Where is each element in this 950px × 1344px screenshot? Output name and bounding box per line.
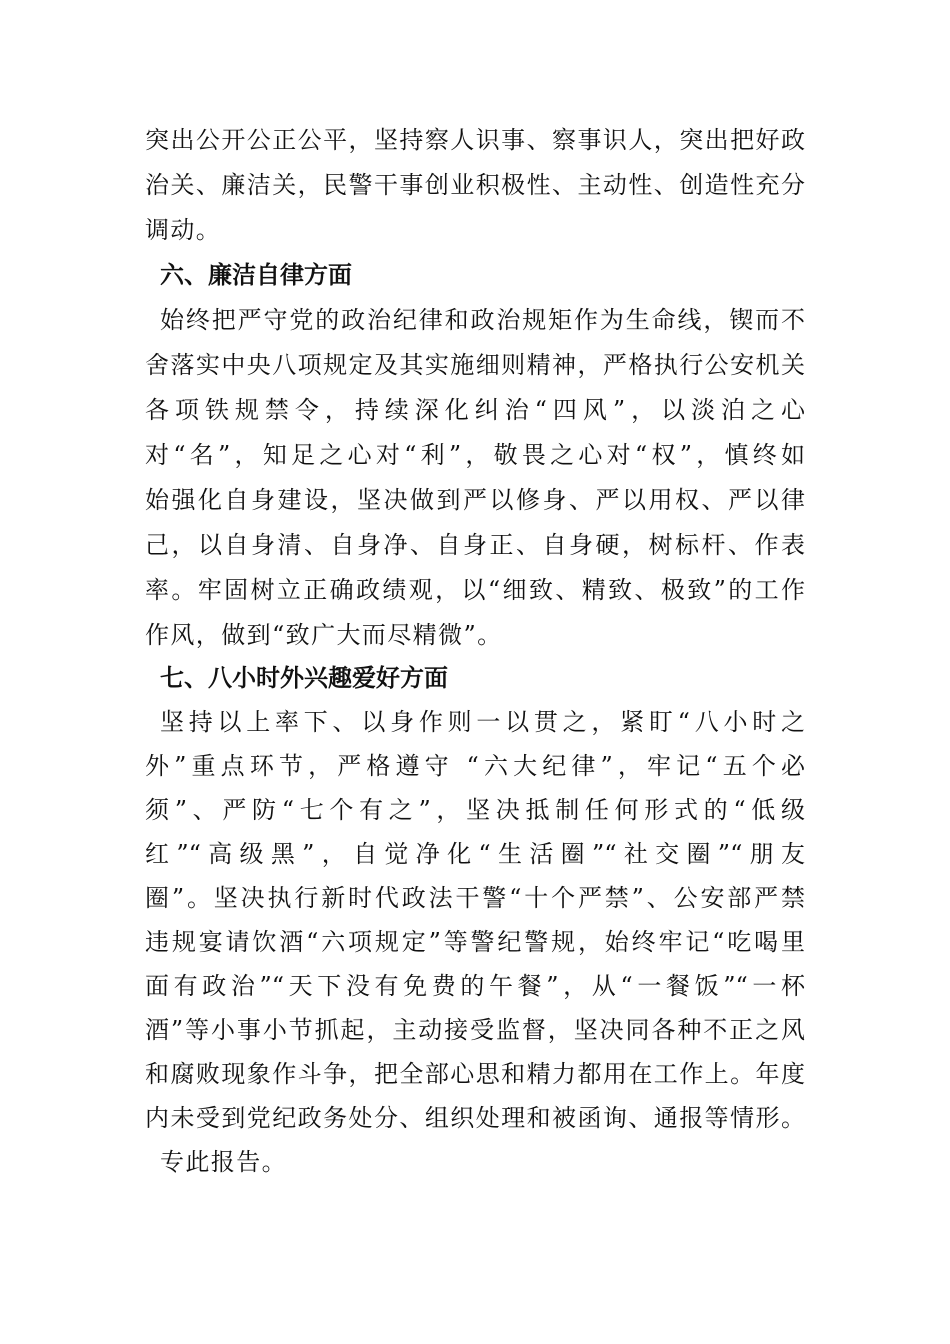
paragraph-line: 始终把严守党的政治纪律和政治规矩作为生命线，锲而不 bbox=[160, 306, 805, 334]
section-heading-seven: 七、八小时外兴趣爱好方面 bbox=[160, 664, 448, 692]
paragraph-line: 外”重点环节，严格遵守 “六大纪律”，牢记“五个必 bbox=[145, 752, 805, 780]
paragraph-line: 对“名”，知足之心对“利”，敬畏之心对“权”，慎终如 bbox=[145, 441, 805, 469]
paragraph-line: 须”、严防“七个有之”，坚决抵制任何形式的“低级 bbox=[145, 796, 805, 824]
paragraph-line: 突出公开公正公平，坚持察人识事、察事识人，突出把好政 bbox=[145, 126, 805, 154]
paragraph-line: 红”“高级黑”，自觉净化“生活圈”“社交圈”“朋友 bbox=[145, 840, 805, 868]
paragraph-line: 面有政治”“天下没有免费的午餐”，从“一餐饭”“一杯 bbox=[145, 972, 805, 1000]
paragraph-line: 酒”等小事小节抓起，主动接受监督，坚决同各种不正之风 bbox=[145, 1016, 805, 1044]
paragraph-line: 治关、廉洁关，民警干事创业积极性、主动性、创造性充分 bbox=[145, 171, 805, 199]
paragraph-line: 调动。 bbox=[145, 216, 222, 244]
paragraph-line: 作风，做到“致广大而尽精微”。 bbox=[145, 621, 503, 649]
paragraph-line: 舍落实中央八项规定及其实施细则精神，严格执行公安机关 bbox=[145, 351, 805, 379]
paragraph-line: 违规宴请饮酒“六项规定”等警纪警规，始终牢记“吃喝里 bbox=[145, 928, 805, 956]
paragraph-line: 圈”。坚决执行新时代政法干警“十个严禁”、公安部严禁 bbox=[145, 884, 805, 912]
paragraph-line: 各项铁规禁令，持续深化纠治“四风”，以淡泊之心 bbox=[145, 396, 805, 424]
closing-line: 专此报告。 bbox=[160, 1148, 287, 1176]
paragraph-line: 始强化自身建设，坚决做到严以修身、严以用权、严以律 bbox=[145, 486, 805, 514]
paragraph-line: 率。牢固树立正确政绩观，以“细致、精致、极致”的工作 bbox=[145, 576, 805, 604]
paragraph-line: 坚持以上率下、以身作则一以贯之，紧盯“八小时之 bbox=[160, 708, 805, 736]
paragraph-line: 己，以自身清、自身净、自身正、自身硬，树标杆、作表 bbox=[145, 531, 805, 559]
section-heading-six: 六、廉洁自律方面 bbox=[160, 261, 352, 289]
paragraph-line: 和腐败现象作斗争，把全部心思和精力都用在工作上。年度 bbox=[145, 1060, 805, 1088]
paragraph-line: 内未受到党纪政务处分、组织处理和被函询、通报等情形。 bbox=[145, 1104, 805, 1132]
